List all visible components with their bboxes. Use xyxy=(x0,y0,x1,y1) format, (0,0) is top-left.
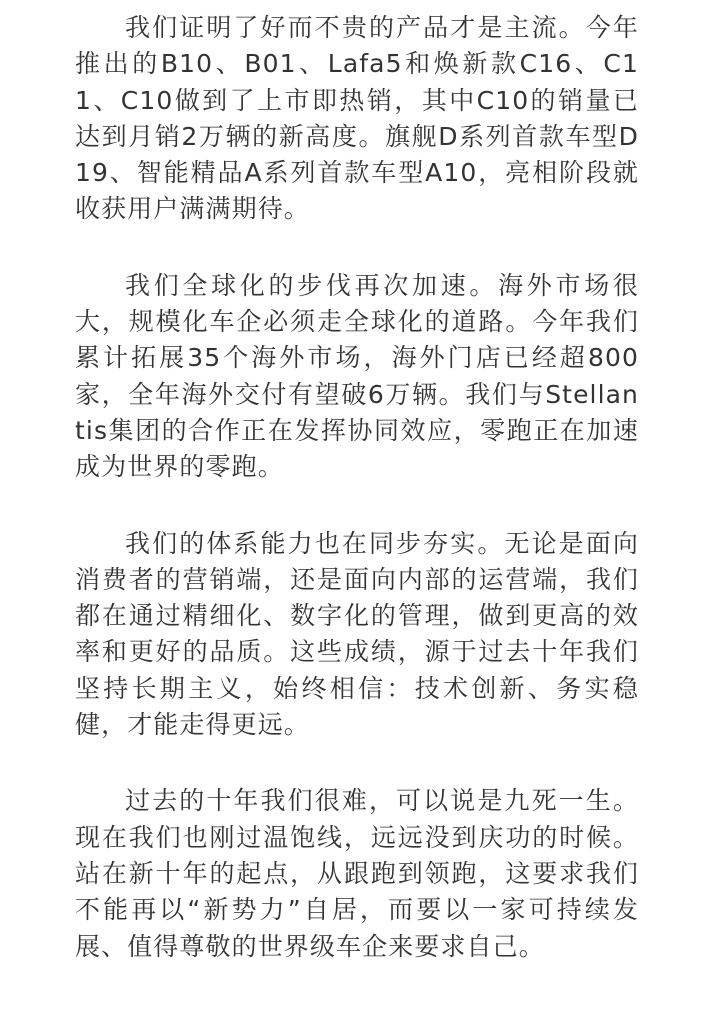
paragraph-system-capability: 我们的体系能力也在同步夯实。无论是面向消费者的营销端，还是面向内部的运营端，我们都在通过精细化、数字化的管理，做到更高的效率和更好的品质。这些成绩，源于过去十年我们坚持长期主义，始终相信：技术创新、务实稳健，才能走得更远。 xyxy=(75,528,639,740)
paragraph-next-decade: 过去的十年我们很难，可以说是九死一生。现在我们也刚过温饱线，远远没到庆功的时候。站在新十年的起点，从跟跑到领跑，这要求我们不能再以“新势力”自居，而要以一家可持续发展、值得尊敬的世界级车企来要求自己。 xyxy=(75,786,639,961)
paragraph-globalization: 我们全球化的步伐再次加速。海外市场很大，规模化车企必须走全球化的道路。今年我们累计拓展35个海外市场，海外门店已经超800家，全年海外交付有望破6万辆。我们与Stellantis集团的合作正在发挥协同效应，零跑正在加速成为世界的零跑。 xyxy=(75,270,639,482)
paragraph-product: 我们证明了好而不贵的产品才是主流。今年推出的B10、B01、Lafa5和焕新款C16、C11、C10做到了上市即热销，其中C10的销量已达到月销2万辆的新高度。旗舰D系列首款车型D19、智能精品A系列首款车型A10，亮相阶段就收获用户满满期待。 xyxy=(75,13,639,224)
